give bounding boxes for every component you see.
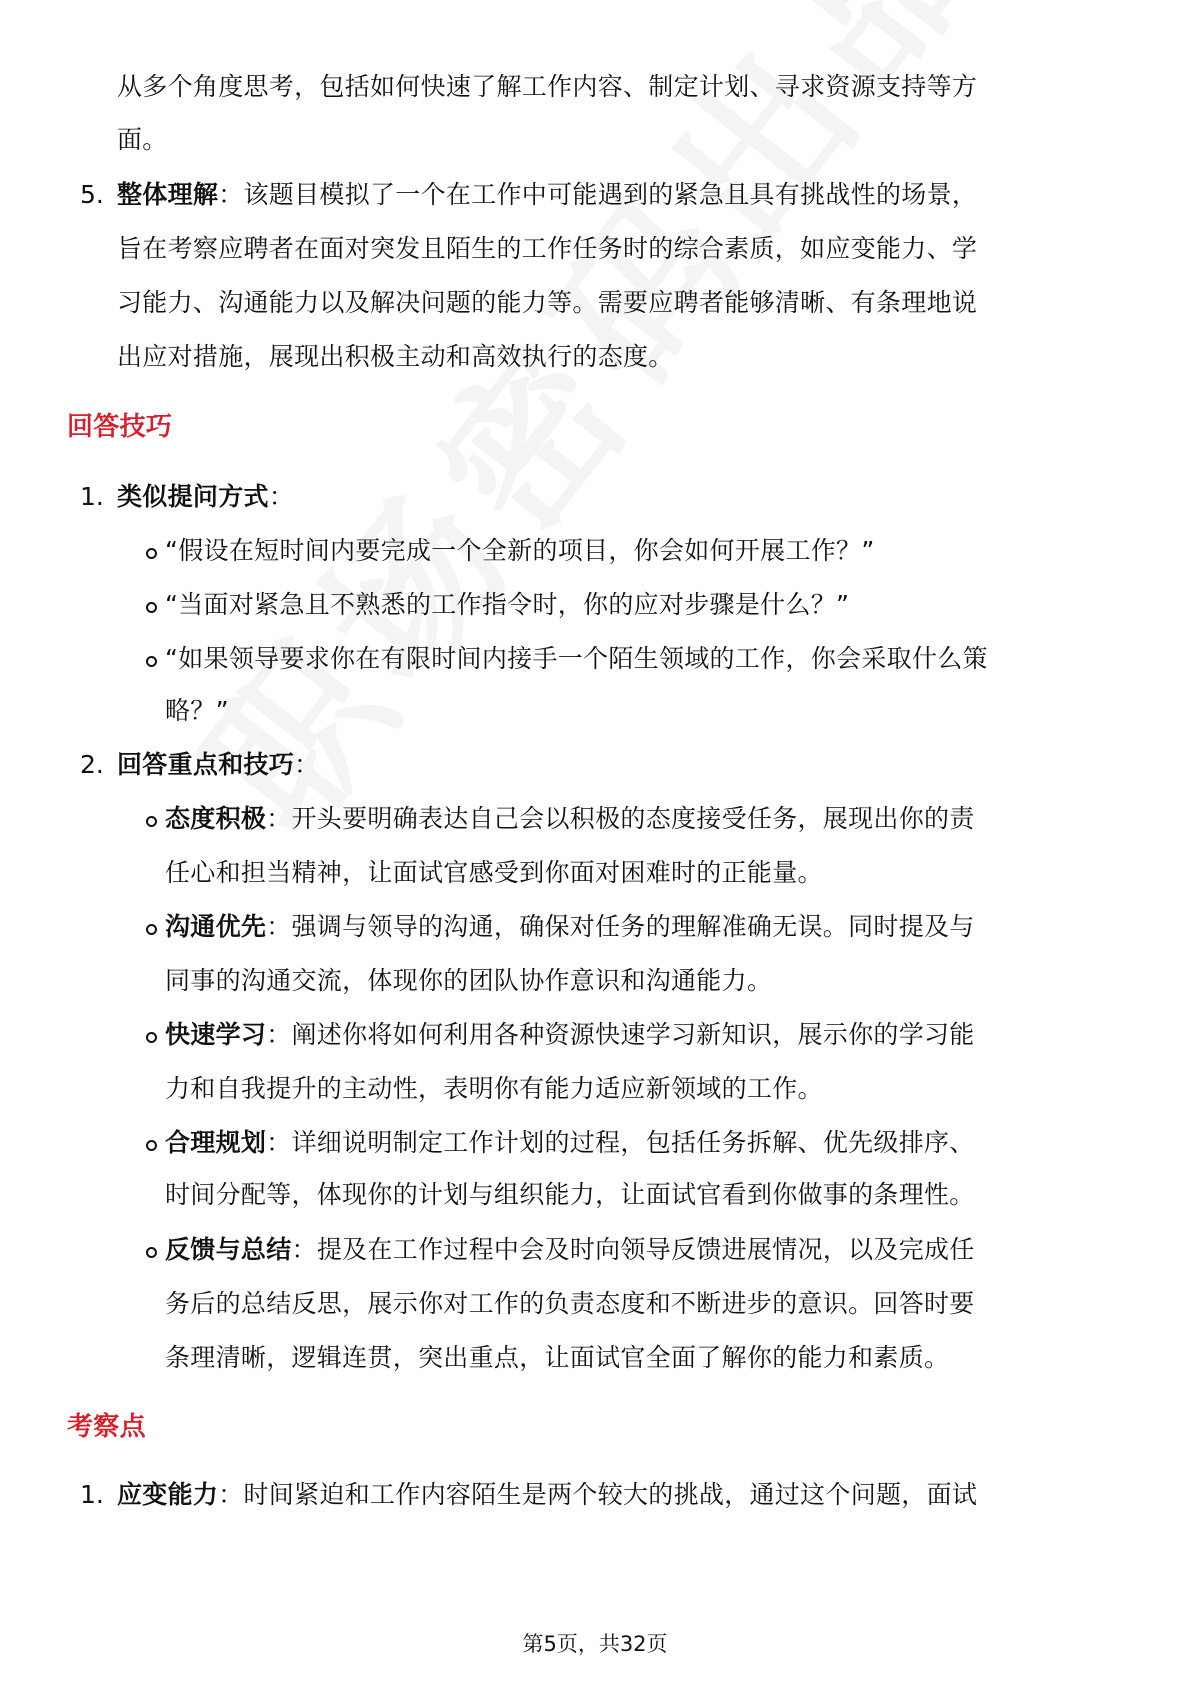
point-3-line-2: 力和自我提升的主动性，表明你有能力适应新领域的工作。 bbox=[165, 1074, 823, 1103]
point-4-text: ：详细说明制定工作计划的过程，包括任务拆解、优先级排序、 bbox=[266, 1128, 975, 1157]
point-1-line-2: 任心和担当精神，让面试官感受到你面对困难时的正能量。 bbox=[165, 858, 823, 887]
point-5-line-3: 条理清晰，逻辑连贯，突出重点，让面试官全面了解你的能力和素质。 bbox=[165, 1343, 950, 1372]
bullet-icon bbox=[146, 1140, 157, 1151]
point-4-line-2: 时间分配等，体现你的计划与组织能力，让面试官看到你做事的条理性。 bbox=[165, 1180, 975, 1209]
item-5-line-1-rest: ：该题目模拟了一个在工作中可能遇到的紧急且具有挑战性的场景， bbox=[218, 180, 978, 209]
point-3-line-1 bbox=[165, 1017, 975, 1053]
item-5-line-2: 旨在考察应聘者在面对突发且陌生的工作任务时的综合素质，如应变能力、学 bbox=[117, 234, 978, 263]
point-5-text: ：提及在工作过程中会及时向领导反馈进展情况，以及完成任 bbox=[291, 1235, 975, 1264]
point-3-text: ：阐述你将如何利用各种资源快速学习新知识，展示你的学习能 bbox=[266, 1020, 975, 1049]
bullet-icon bbox=[146, 656, 157, 667]
page-footer: 第5页，共32页 bbox=[522, 1632, 668, 1656]
question-3-line-1: “如果领导要求你在有限时间内接手一个陌生领域的工作，你会采取什么策 bbox=[165, 644, 988, 673]
question-2: “当面对紧急且不熟悉的工作指令时，你的应对步骤是什么？” bbox=[165, 590, 850, 619]
point-1-text: ：开头要明确表达自己会以积极的态度接受任务，展现出你的责 bbox=[266, 804, 975, 833]
tips-item-2-number: 2. bbox=[80, 750, 104, 779]
points-item-1-term: 应变能力 bbox=[117, 1480, 219, 1509]
bullet-icon bbox=[146, 816, 157, 827]
intro-line-2: 面。 bbox=[117, 125, 168, 154]
point-1-term: 态度积极 bbox=[165, 804, 267, 833]
point-2-line-1 bbox=[165, 909, 975, 945]
item-5-line-3: 习能力、沟通能力以及解决问题的能力等。需要应聘者能够清晰、有条理地说 bbox=[117, 288, 978, 317]
bullet-icon bbox=[146, 924, 157, 935]
question-1: “假设在短时间内要完成一个全新的项目，你会如何开展工作？” bbox=[165, 536, 875, 565]
point-5-line-2: 务后的总结反思，展示你对工作的负责态度和不断进步的意识。回答时要 bbox=[165, 1289, 975, 1318]
section-tips-title: 回答技巧 bbox=[67, 412, 173, 442]
intro-line-1: 从多个角度思考，包括如何快速了解工作内容、制定计划、寻求资源支持等方 bbox=[117, 72, 978, 101]
point-4-term: 合理规划 bbox=[165, 1128, 267, 1157]
point-4-line-1 bbox=[165, 1125, 975, 1161]
section-points-title: 考察点 bbox=[67, 1412, 146, 1442]
points-item-1-number: 1. bbox=[80, 1480, 104, 1509]
bullet-icon bbox=[146, 1247, 157, 1258]
point-2-line-2: 同事的沟通交流，体现你的团队协作意识和沟通能力。 bbox=[165, 966, 773, 995]
watermark bbox=[140, 0, 1072, 871]
point-1-line-1 bbox=[165, 801, 975, 837]
points-item-1-text: ：时间紧迫和工作内容陌生是两个较大的挑战，通过这个问题，面试 bbox=[218, 1480, 978, 1509]
points-item-1-line-1 bbox=[117, 1477, 977, 1513]
item-5-line-4: 出应对措施，展现出积极主动和高效执行的态度。 bbox=[117, 342, 674, 371]
bullet-icon bbox=[146, 602, 157, 613]
point-3-term: 快速学习 bbox=[165, 1020, 267, 1049]
point-2-text: ：强调与领导的沟通，确保对任务的理解准确无误。同时提及与 bbox=[266, 912, 975, 941]
item-5-term: 整体理解 bbox=[117, 180, 219, 209]
item-5-number: 5. bbox=[80, 180, 104, 209]
question-3-line-2: 略？” bbox=[165, 696, 229, 725]
point-5-line-1 bbox=[165, 1232, 975, 1268]
tips-item-2-term: 回答重点和技巧 bbox=[117, 750, 295, 779]
tips-item-2-colon: ： bbox=[294, 750, 320, 779]
tips-item-1-colon: ： bbox=[268, 482, 295, 511]
bullet-icon bbox=[146, 1032, 157, 1043]
tips-item-1-number: 1. bbox=[80, 482, 104, 511]
point-2-term: 沟通优先 bbox=[165, 912, 267, 941]
tips-item-1-heading bbox=[117, 479, 294, 515]
bullet-icon bbox=[146, 548, 157, 559]
tips-item-2-heading bbox=[117, 747, 319, 783]
point-5-term: 反馈与总结 bbox=[165, 1235, 292, 1264]
item-5-line-1 bbox=[117, 177, 977, 213]
tips-item-1-term: 类似提问方式 bbox=[117, 482, 269, 511]
